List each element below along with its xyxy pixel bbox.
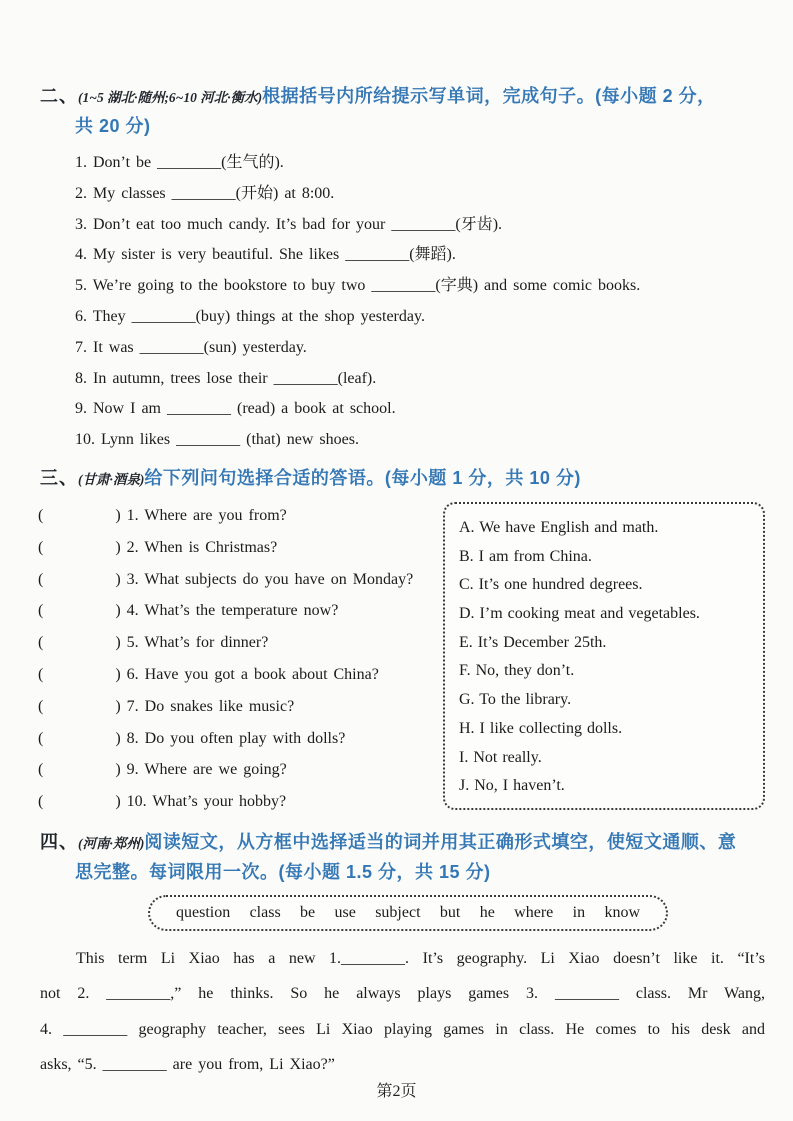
answer-option-j: J. No, I haven’t. xyxy=(459,777,565,795)
word-bank-box xyxy=(148,895,668,931)
fill-blank-question-4: 4. My sister is very beautiful. She likes ________(舞蹈). xyxy=(75,246,456,264)
word-bank-word-9: in xyxy=(572,903,586,921)
section-4-header xyxy=(40,828,765,858)
page-number: 第2页 xyxy=(376,1083,417,1100)
word-bank-word-10: know xyxy=(604,903,640,921)
section-2-number: 二、 xyxy=(40,86,78,106)
word-bank-word-4: use xyxy=(334,903,356,921)
matching-question-2: ( ) 2. When is Christmas? xyxy=(38,538,278,556)
section-4-number: 四、 xyxy=(40,831,78,852)
section-4-source-tag: (河南·郑州) xyxy=(78,835,145,851)
section-3 xyxy=(40,464,765,818)
matching-question-3: ( ) 3. What subjects do you have on Monday? xyxy=(38,570,414,588)
matching-question-6: ( ) 6. Have you got a book about China? xyxy=(38,665,379,683)
section-3-body xyxy=(40,500,765,818)
word-bank-word-2: class xyxy=(249,903,281,921)
fill-blank-question-8: 8. In autumn, trees lose their ________(leaf). xyxy=(75,369,377,387)
section-2 xyxy=(40,82,765,456)
fill-blank-question-7: 7. It was ________(sun) yesterday. xyxy=(75,338,307,356)
matching-question-9: ( ) 9. Where are we going? xyxy=(38,761,287,779)
fill-blank-question-9: 9. Now I am ________ (read) a book at school. xyxy=(75,400,396,418)
word-bank-word-7: he xyxy=(479,903,495,921)
answer-option-b: B. I am from China. xyxy=(459,547,592,565)
section-3-instruction: 给下列问句选择合适的答语。(每小题 1 分，共 10 分) xyxy=(144,467,581,488)
fill-blank-question-3: 3. Don’t eat too much candy. It’s bad for your ________(牙齿). xyxy=(75,215,503,233)
fill-blank-question-6: 6. They ________(buy) things at the shop yesterday. xyxy=(75,307,425,325)
passage-line-1: This term Li Xiao has a new 1.________. It’s geography. Li Xiao doesn’t like it. “It’s xyxy=(76,949,765,967)
answer-option-g: G. To the library. xyxy=(459,691,572,709)
answer-option-e: E. It’s December 25th. xyxy=(459,633,607,651)
fill-blank-question-5: 5. We’re going to the bookstore to buy two ________(字典) and some comic books. xyxy=(75,277,641,295)
matching-question-4: ( ) 4. What’s the temperature now? xyxy=(38,602,339,620)
answer-options-box xyxy=(443,502,765,810)
matching-question-7: ( ) 7. Do snakes like music? xyxy=(38,697,295,715)
section-2-header xyxy=(40,82,765,112)
passage-line-2: not 2. ________,” he thinks. So he always plays games 3. ________ class. Mr Wang, xyxy=(40,985,765,1003)
matching-question-8: ( ) 8. Do you often play with dolls? xyxy=(38,729,346,747)
word-bank-word-3: be xyxy=(300,903,316,921)
fill-blank-question-2: 2. My classes ________(开始) at 8:00. xyxy=(75,184,335,202)
fill-blank-question-10: 10. Lynn likes ________ (that) new shoes. xyxy=(75,431,359,449)
section-3-header xyxy=(40,464,765,494)
answer-option-a: A. We have English and math. xyxy=(459,518,659,536)
matching-question-1: ( ) 1. Where are you from? xyxy=(38,506,287,524)
word-bank-word-6: but xyxy=(439,903,461,921)
answer-option-f: F. No, they don’t. xyxy=(459,662,575,680)
section-2-instruction: 根据括号内所给提示写单词，完成句子。(每小题 2 分， xyxy=(262,86,716,106)
section-3-number: 三、 xyxy=(40,467,78,488)
cloze-passage xyxy=(40,941,765,1083)
section-4 xyxy=(40,828,765,1083)
passage-line-4: asks, “5. ________ are you from, Li Xiao?” xyxy=(40,1056,335,1074)
section-2-question-list xyxy=(75,148,765,456)
answer-option-c: C. It’s one hundred degrees. xyxy=(459,576,643,594)
passage-line-3: 4. ________ geography teacher, sees Li Xiao playing games in class. He comes to his desk and xyxy=(40,1020,765,1038)
matching-question-5: ( ) 5. What’s for dinner? xyxy=(38,634,269,652)
section-4-instruction-cont: 思完整。每词限用一次。(每小题 1.5 分，共 15 分) xyxy=(75,861,491,882)
answer-option-d: D. I’m cooking meat and vegetables. xyxy=(459,605,700,623)
answer-option-h: H. I like collecting dolls. xyxy=(459,719,623,737)
word-bank-word-5: subject xyxy=(375,903,421,921)
word-bank-word-1: question xyxy=(176,903,231,921)
section-2-instruction-cont: 共 20 分) xyxy=(75,116,151,136)
matching-question-list xyxy=(38,500,443,818)
answer-option-i: I. Not really. xyxy=(459,748,542,766)
section-2-source-tag: (1~5 湖北·随州;6~10 河北·衡水) xyxy=(78,90,263,105)
word-bank-word-8: where xyxy=(514,903,554,921)
section-3-source-tag: (甘肃·酒泉) xyxy=(78,471,145,487)
matching-question-10: ( ) 10. What’s your hobby? xyxy=(38,793,287,811)
fill-blank-question-1: 1. Don’t be ________(生气的). xyxy=(75,154,284,171)
section-4-instruction: 阅读短文，从方框中选择适当的词并用其正确形式填空，使短文通顺、意 xyxy=(144,831,737,852)
